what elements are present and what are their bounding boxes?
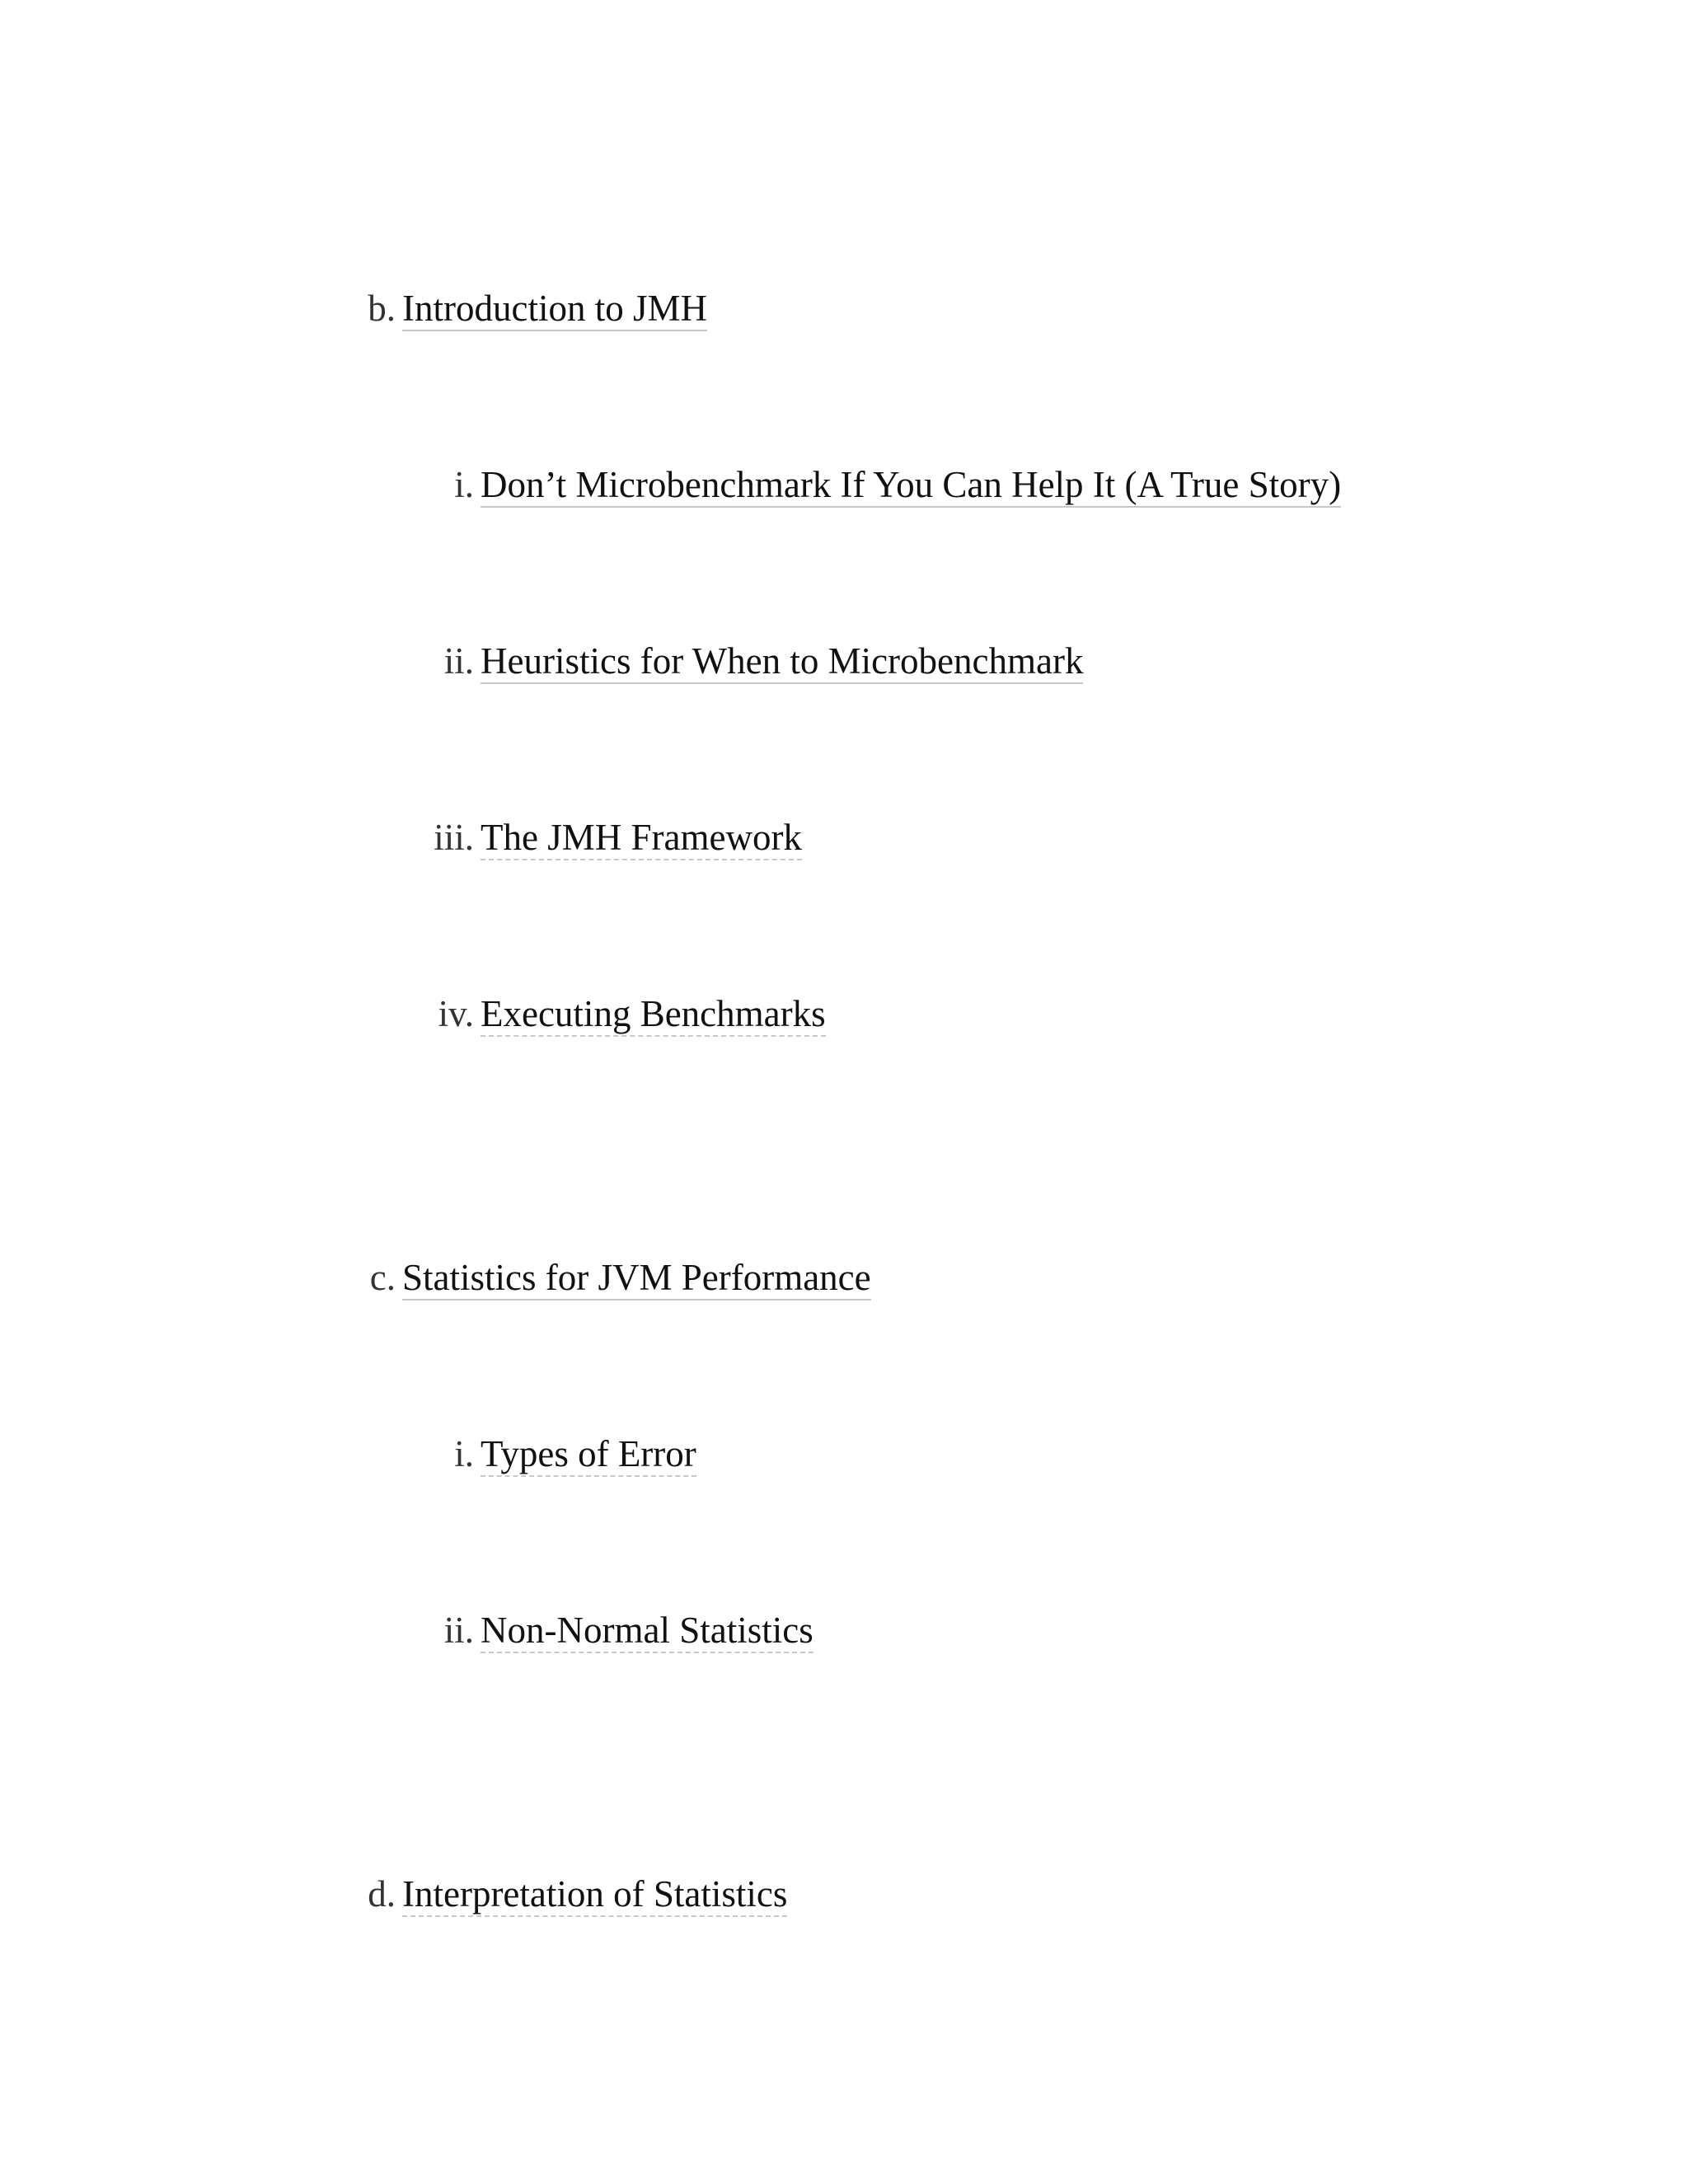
toc-link-introduction-to-jmh[interactable]: Introduction to JMH [402,290,707,331]
toc-marker: iv. [438,993,474,1034]
toc-marker: iii. [434,817,474,858]
toc-link-statistics-jvm-performance[interactable]: Statistics for JVM Performance [402,1259,871,1301]
toc-marker: ii. [443,1610,474,1651]
toc-link-types-of-error[interactable]: Types of Error [481,1436,696,1477]
toc-marker: i. [454,1433,474,1474]
toc-marker: i. [454,464,474,505]
toc-item-b-iii [434,817,802,860]
toc-marker: c. [369,1257,396,1298]
toc-link-interpretation-of-statistics[interactable]: Interpretation of Statistics [402,1876,787,1917]
toc-link-heuristics[interactable]: Heuristics for When to Microbenchmark [481,643,1083,684]
toc-item-c-i [454,1433,696,1477]
toc-link-executing-benchmarks[interactable]: Executing Benchmarks [481,996,826,1037]
toc-section-c [369,1257,871,1301]
toc-marker: ii. [443,640,474,682]
toc-section-d [368,1873,788,1917]
toc-link-non-normal-statistics[interactable]: Non-Normal Statistics [481,1612,814,1653]
toc-link-dont-microbenchmark[interactable]: Don’t Microbenchmark If You Can Help It (A True Story) [481,466,1341,508]
toc-item-b-ii [443,640,1084,684]
toc-section-b [368,288,707,331]
toc-item-c-ii [443,1610,814,1653]
toc-marker: b. [368,288,396,329]
toc-marker: d. [368,1873,396,1915]
toc-item-b-iv [438,993,826,1037]
toc-link-jmh-framework[interactable]: The JMH Framework [481,819,802,860]
toc-item-b-i [454,464,1342,508]
